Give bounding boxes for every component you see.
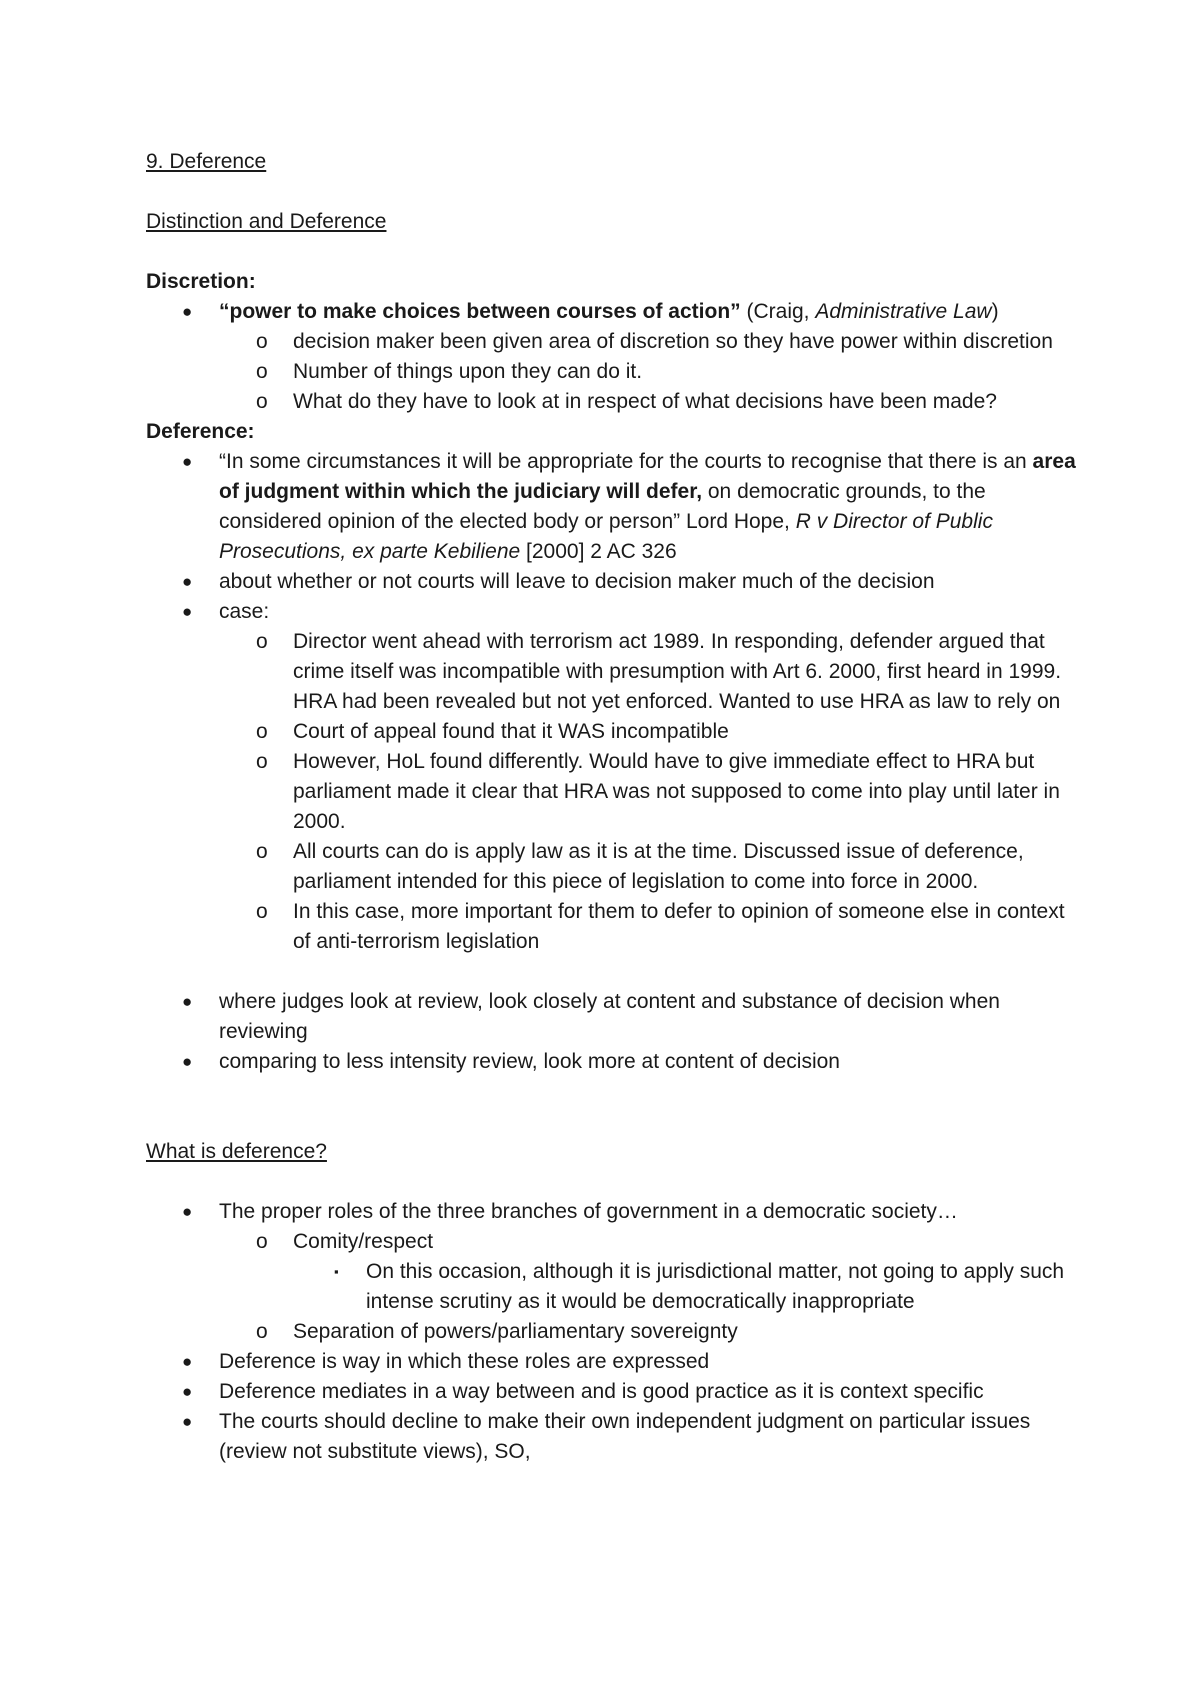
list-item [146,447,1086,567]
list-item-text: Deference mediates in a way between and is good practice as it is context specific [219,1380,984,1403]
list-item [146,1047,1086,1077]
spacer [146,957,1086,987]
list-item [146,717,1086,747]
bullet-marker: ● [182,992,193,1011]
citation-text: (Craig, [740,300,816,323]
deference-list-cont [146,987,1086,1077]
circle-marker: o [256,390,268,413]
list-item-text: Director went ahead with terrorism act 1989. In responding, defender argued that crime itself was incompatible with presumption with Art 6. 2000, first heard in 1999. HRA had been revealed but not yet enforced. Wanted to use HRA as law to rely on [293,630,1062,713]
list-item-text: Comity/respect [293,1230,434,1253]
list-item-text: All courts can do is apply law as it is at the time. Discussed issue of deference, parliament intended for this piece of legislation to come into force in 2000. [293,840,1024,893]
list-item-text: In this case, more important for them to defer to opinion of someone else in context of anti-terrorism legislation [293,900,1065,953]
what-is-deference-list [146,1197,1086,1467]
page-title: 9. Deference [146,150,267,173]
circle-marker: o [256,330,268,353]
list-item [146,567,1086,597]
square-marker: ▪ [334,1264,339,1279]
list-item-text: case: [219,600,270,623]
list-item [146,1317,1086,1347]
list-item [146,597,1086,627]
deference-label: Deference: [146,420,255,443]
document-body [146,147,1086,1467]
list-item-text: comparing to less intensity review, look more at content of decision [219,1050,840,1073]
list-item-text: where judges look at review, look closely at content and substance of decision when reviewing [219,990,1000,1043]
list-item-text: However, HoL found differently. Would have to give immediate effect to HRA but parliament made it clear that HRA was not supposed to come into play until later in 2000. [293,750,1060,833]
bullet-marker: ● [182,1382,193,1401]
list-item [146,327,1086,357]
list-item-text: Court of appeal found that it WAS incompatible [293,720,729,743]
bullet-marker: ● [182,1052,193,1071]
list-item [146,297,1086,327]
list-item-text: Separation of powers/parliamentary sovereignty [293,1320,738,1343]
list-item-text: The proper roles of the three branches of government in a democratic society… [219,1200,958,1223]
bullet-marker: ● [182,1412,193,1431]
circle-marker: o [256,630,268,653]
citation-title: Administrative Law [815,300,992,323]
list-item [146,747,1086,837]
quote-text: “In some circumstances it will be appropriate for the courts to recognise that there is an [219,450,1033,473]
list-item-text: Deference is way in which these roles are expressed [219,1350,710,1373]
list-item-text: On this occasion, although it is jurisdictional matter, not going to apply such intense scrutiny as it would be democratically inappropriate [366,1260,1065,1313]
list-item-text: Number of things upon they can do it. [293,360,643,383]
bullet-marker: ● [182,1202,193,1221]
bullet-marker: ● [182,452,193,471]
list-item-text: decision maker been given area of discretion so they have power within discretion [293,330,1053,353]
circle-marker: o [256,900,268,923]
case-name: R v Director of Public Prosecutions, ex parte Kebiliene [219,510,993,563]
bullet-marker: ● [182,302,193,321]
discretion-label: Discretion: [146,270,256,293]
circle-marker: o [256,840,268,863]
quote-text: “power to make choices between courses of action” [219,300,741,323]
spacer [146,1077,1086,1137]
list-item [146,987,1086,1047]
list-item [146,897,1086,957]
bullet-marker: ● [182,602,193,621]
list-item [146,627,1086,717]
list-item [146,1257,1086,1317]
list-item [146,357,1086,387]
circle-marker: o [256,720,268,743]
list-item [146,837,1086,897]
citation-close: ) [991,300,999,323]
list-item [146,387,1086,417]
circle-marker: o [256,750,268,773]
list-item [146,1347,1086,1377]
case-citation: [2000] 2 AC 326 [520,540,677,563]
circle-marker: o [256,360,268,383]
list-item [146,1197,1086,1227]
list-item [146,1377,1086,1407]
deference-list [146,447,1086,957]
list-item [146,1407,1086,1467]
bullet-marker: ● [182,1352,193,1371]
circle-marker: o [256,1230,268,1253]
quote-text-cont: on democratic grounds, to the considered opinion of the elected body or person” Lord Hope, [219,480,986,533]
list-item-text: about whether or not courts will leave to decision maker much of the decision [219,570,935,593]
circle-marker: o [256,1320,268,1343]
quote-bold-text: area of judgment within which the judiciary will defer, [219,450,1076,503]
section-heading-distinction: Distinction and Deference [146,210,387,233]
section-heading-what-is-deference: What is deference? [146,1140,327,1163]
list-item-text: The courts should decline to make their own independent judgment on particular issues (review not substitute views), SO, [219,1410,1031,1463]
list-item-text: What do they have to look at in respect of what decisions have been made? [293,390,997,413]
bullet-marker: ● [182,572,193,591]
list-item [146,1227,1086,1257]
discretion-list [146,297,1086,417]
